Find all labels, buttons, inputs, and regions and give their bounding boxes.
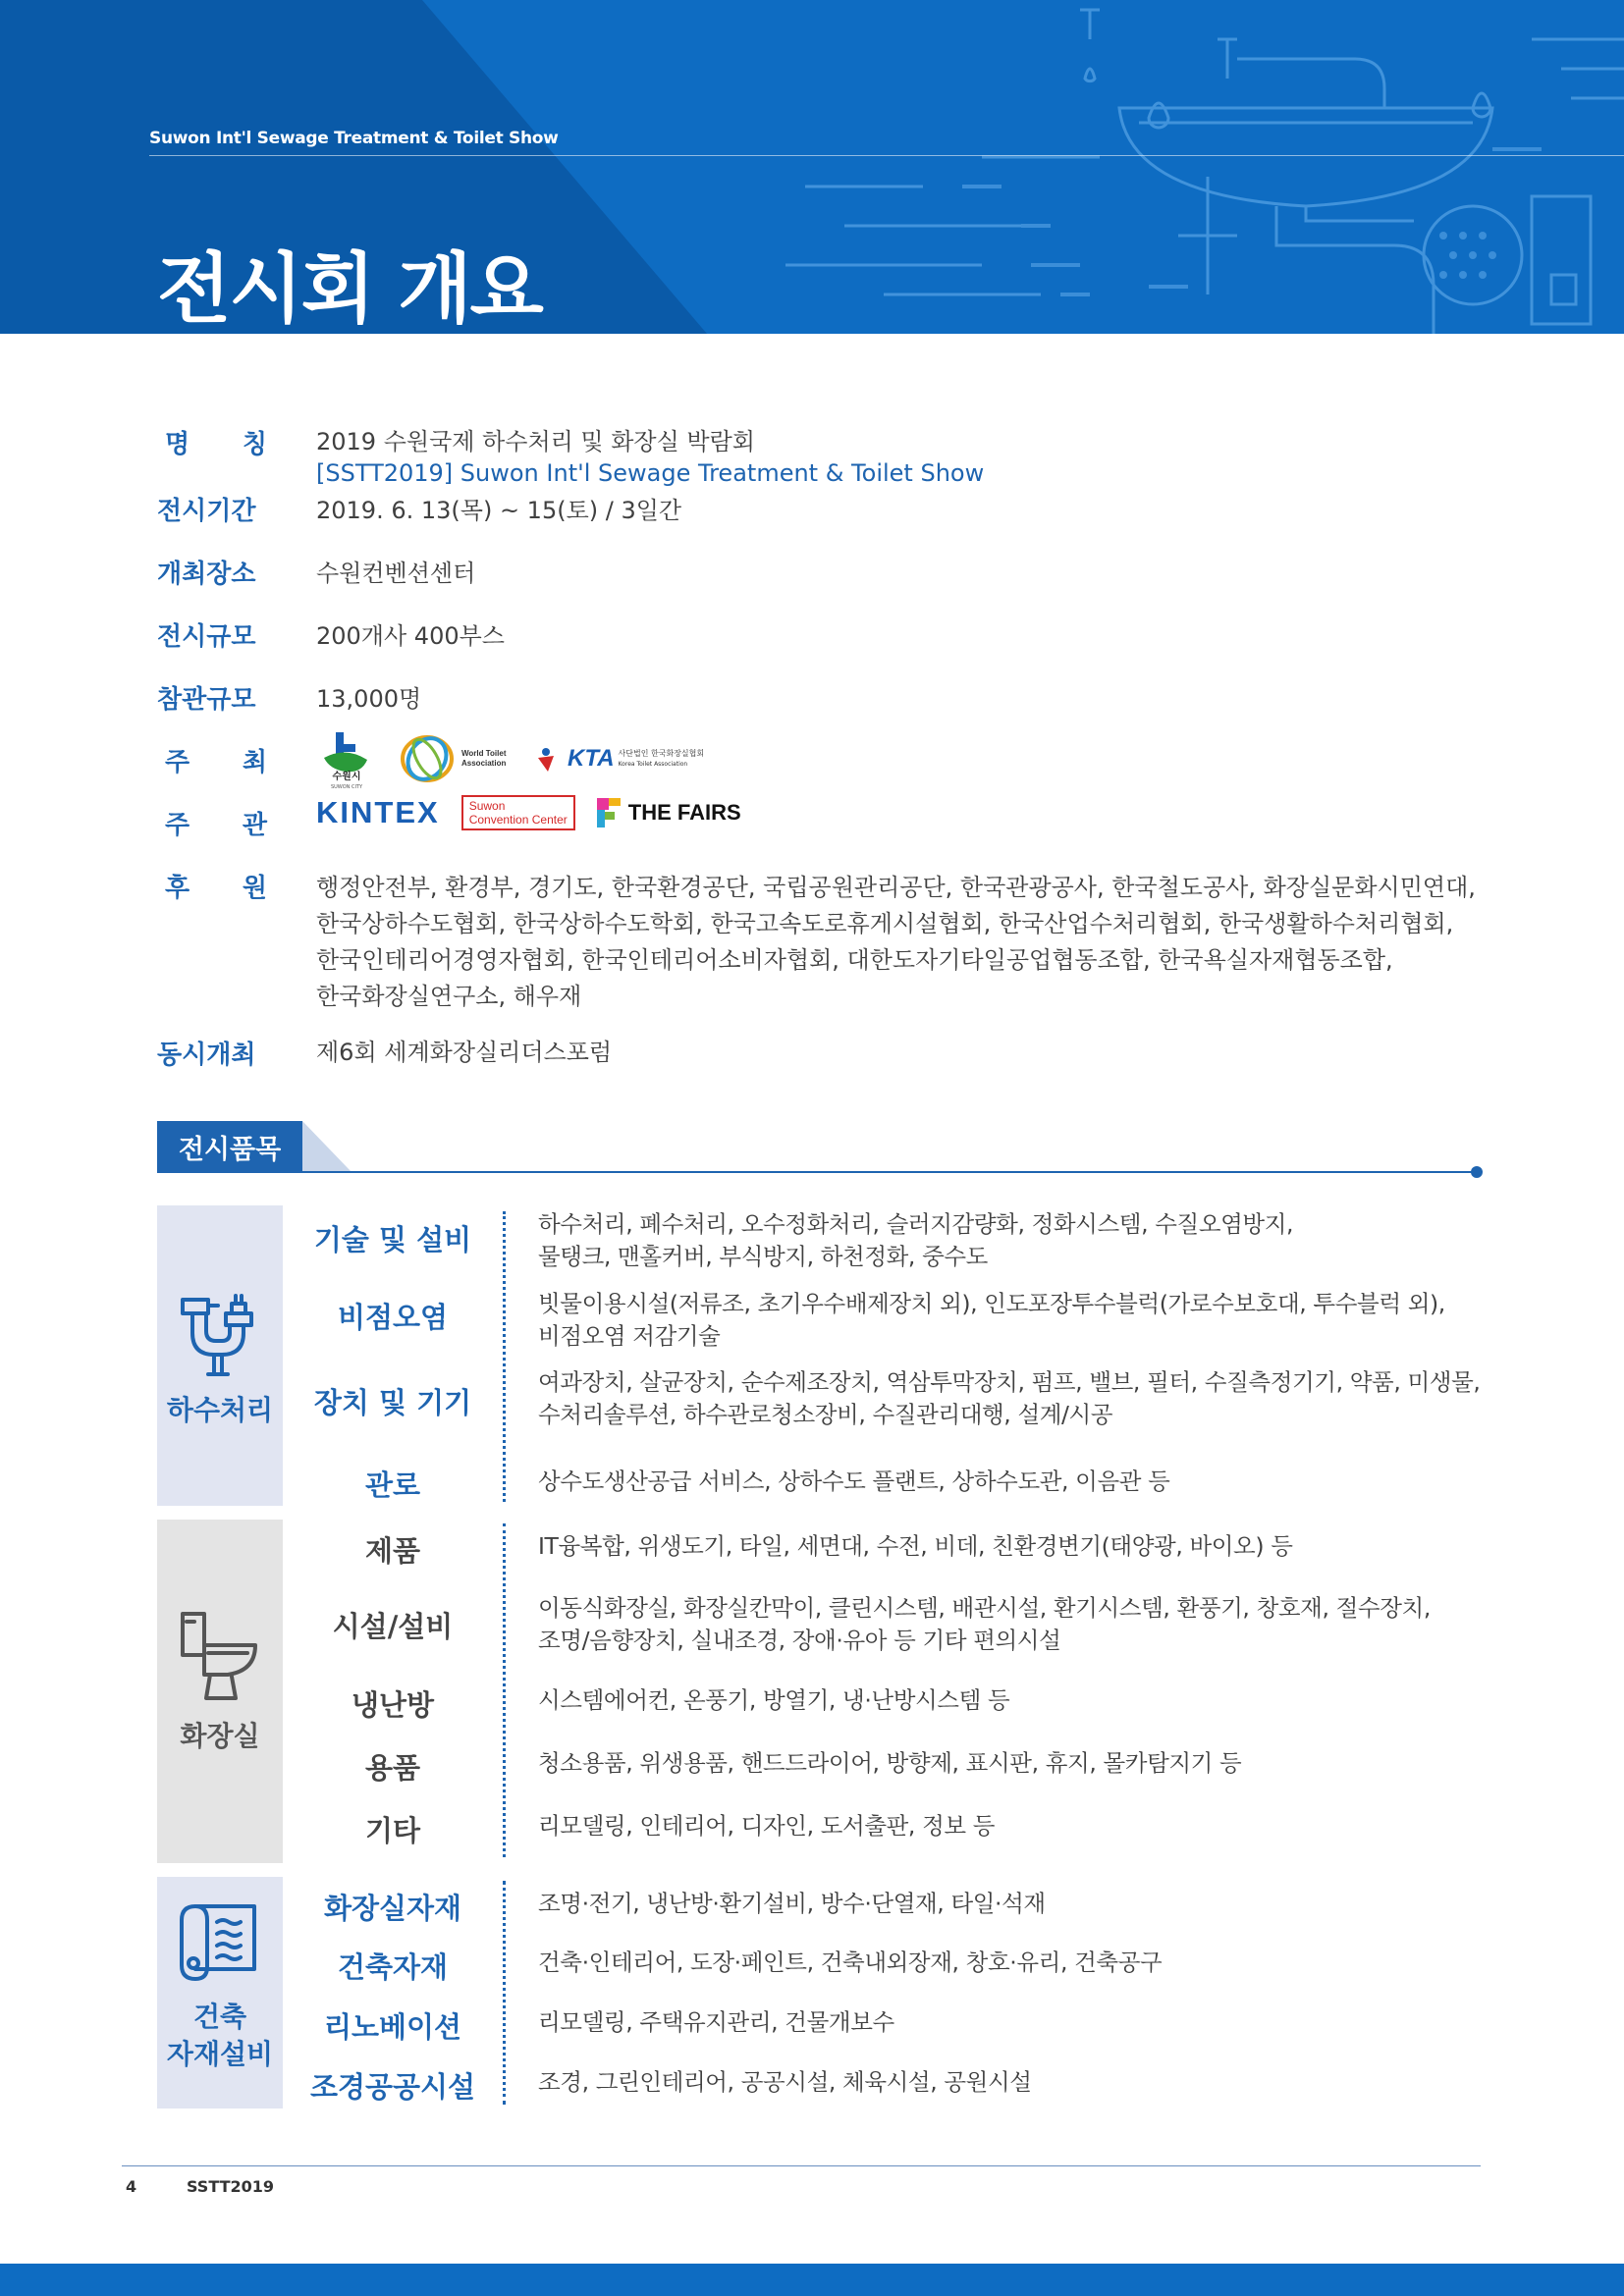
organizer-logos xyxy=(316,795,741,830)
footer-bar xyxy=(0,2264,1624,2296)
info-value-period: 2019. 6. 13(목) ~ 15(토) / 3일간 xyxy=(316,497,682,524)
sub-desc-tech: 하수처리, 폐수처리, 오수정화처리, 슬러지감량화, 정화시스템, 수질오염방지, 물탱크, 맨홀커버, 부식방지, 하천정화, 중수도 xyxy=(538,1210,1294,1270)
sponsor-line: 한국화장실연구소, 해우재 xyxy=(316,983,582,1010)
info-value-venue: 수원컨벤션센터 xyxy=(316,560,476,587)
page-title: 전시회 개요 xyxy=(157,245,542,334)
suwon-city-logo xyxy=(316,728,377,789)
info-value-name-kr: 2019 수원국제 하수처리 및 화장실 박람회 xyxy=(316,428,755,455)
the-fairs-logo xyxy=(597,798,741,828)
page-number: 4 xyxy=(126,2177,137,2196)
host-logos xyxy=(316,728,704,789)
suwon-convention-center-logo: Suwon Convention Center xyxy=(461,795,575,830)
page-header xyxy=(0,0,1624,334)
section-divider-dot xyxy=(1471,1166,1483,1178)
kta-emblem xyxy=(534,744,564,774)
sub-desc-product: IT융복합, 위생도기, 타일, 세면대, 수전, 비데, 친환경변기(태양광, 바이오) 등 xyxy=(538,1532,1293,1560)
sub-label-facility: 시설/설비 xyxy=(332,1610,454,1643)
the-fairs-emblem xyxy=(597,798,623,828)
wta-text: World Toilet Association xyxy=(461,749,507,768)
sub-label-equipment: 장치 및 기기 xyxy=(313,1386,472,1419)
info-label-scale: 전시규모 xyxy=(157,622,256,652)
section-title-tab xyxy=(302,1121,352,1172)
info-value-visitors: 13,000명 xyxy=(316,685,422,713)
sub-label-supplies: 용품 xyxy=(364,1751,421,1785)
sub-desc-etc: 리모델링, 인테리어, 디자인, 도서출판, 정보 등 xyxy=(538,1812,996,1840)
sub-desc-building-materials: 건축·인테리어, 도장·페인트, 건축내외장재, 창호·유리, 건축공구 xyxy=(538,1949,1163,1976)
sub-desc-supplies: 청소용품, 위생용품, 핸드드라이어, 방향제, 표시판, 휴지, 몰카탐지기 등 xyxy=(538,1749,1242,1777)
category-name-toilet: 화장실 xyxy=(180,1720,260,1752)
info-label-concurrent: 동시개최 xyxy=(157,1041,256,1070)
sub-desc-equipment: 여과장치, 살균장치, 순수제조장치, 역삼투막장치, 펌프, 밸브, 필터, 수질측정기기, 약품, 미생물, 수처리솔루션, 하수관로청소장비, 수질관리대행, 설계/시공 xyxy=(538,1368,1481,1428)
blueprint-icon xyxy=(176,1898,264,1985)
pipe-faucet-icon xyxy=(171,1284,269,1382)
sponsor-line: 한국인테리어경영자협회, 한국인테리어소비자협회, 대한도자기타일공업협동조합, 한국욕실자재협동조합, xyxy=(316,946,1393,974)
sub-label-pipeline: 관로 xyxy=(364,1468,421,1502)
category-toilet xyxy=(157,1520,283,1863)
header-divider xyxy=(149,155,1624,156)
sponsor-line: 행정안전부, 환경부, 경기도, 한국환경공단, 국립공원관리공단, 한국관광공사, 한국철도공사, 화장실문화시민연대, xyxy=(316,874,1476,901)
info-label-period: 전시기간 xyxy=(157,497,256,526)
sub-desc-hvac: 시스템에어컨, 온풍기, 방열기, 냉·난방시스템 등 xyxy=(538,1686,1010,1714)
section-divider xyxy=(157,1171,1473,1173)
info-value-sponsor xyxy=(316,870,1476,1015)
sub-label-landscape: 조경공공시설 xyxy=(309,2070,476,2104)
sub-label-toilet-materials: 화장실자재 xyxy=(323,1892,462,1925)
section-title: 전시품목 xyxy=(157,1121,302,1172)
category-sewage xyxy=(157,1205,283,1506)
dotted-divider xyxy=(503,1881,506,2105)
footer-divider xyxy=(122,2165,1481,2166)
wta-emblem xyxy=(399,730,456,787)
sub-desc-landscape: 조경, 그린인테리어, 공공시설, 체육시설, 공원시설 xyxy=(538,2068,1032,2096)
dotted-divider xyxy=(503,1211,506,1502)
footer-event-name: SSTT2019 xyxy=(187,2177,275,2196)
sub-label-building-materials: 건축자재 xyxy=(337,1950,449,1984)
kintex-logo: KINTEX xyxy=(316,795,440,829)
info-value-concurrent: 제6회 세계화장실리더스포럼 xyxy=(316,1039,613,1066)
category-name-sewage: 하수처리 xyxy=(166,1394,274,1426)
kta-wordmark: KTA xyxy=(568,745,615,772)
suwon-city-kr: 수원시 xyxy=(332,772,361,782)
sub-desc-renovation: 리모델링, 주택유지관리, 건물개보수 xyxy=(538,2008,894,2036)
sponsor-line: 한국상하수도협회, 한국상하수도학회, 한국고속도로휴게시설협회, 한국산업수처리협회, 한국생활하수처리협회, xyxy=(316,910,1454,937)
info-label-name: 명 칭 xyxy=(165,430,267,459)
info-value-name-en: [SSTT2019] Suwon Int'l Sewage Treatment & Toilet Show xyxy=(316,459,985,487)
sub-label-nonpoint: 비점오염 xyxy=(337,1301,449,1334)
sub-desc-nonpoint: 빗물이용시설(저류조, 초기우수배제장치 외), 인도포장투수블럭(가로수보호대, 투수블럭 외), 비점오염 저감기술 xyxy=(538,1290,1445,1350)
kta-text: 사단법인 한국화장실협회 Korea Toilet Association xyxy=(618,748,705,768)
wta-logo xyxy=(399,730,513,787)
the-fairs-wordmark: THE FAIRS xyxy=(627,800,741,825)
show-subtitle: Suwon Int'l Sewage Treatment & Toilet Show xyxy=(149,129,559,148)
info-label-sponsor: 후 원 xyxy=(165,874,267,903)
info-label-host: 주 최 xyxy=(165,748,267,777)
info-label-visitors: 참관규모 xyxy=(157,685,256,715)
sub-desc-pipeline: 상수도생산공급 서비스, 상하수도 플랜트, 상하수도관, 이음관 등 xyxy=(538,1468,1170,1495)
sub-desc-toilet-materials: 조명·전기, 냉난방·환기설비, 방수·단열재, 타일·석재 xyxy=(538,1890,1046,1917)
sub-label-renovation: 리노베이션 xyxy=(323,2010,462,2044)
info-value-scale: 200개사 400부스 xyxy=(316,622,505,650)
sub-label-tech: 기술 및 설비 xyxy=(313,1223,472,1256)
toilet-icon xyxy=(173,1606,267,1704)
sub-label-hvac: 냉난방 xyxy=(351,1688,435,1722)
dotted-divider xyxy=(503,1523,506,1857)
sub-label-product: 제품 xyxy=(364,1534,421,1568)
info-label-venue: 개최장소 xyxy=(157,560,256,589)
category-name-building: 건축 자재설비 xyxy=(166,2001,274,2070)
category-building xyxy=(157,1877,283,2109)
sub-label-etc: 기타 xyxy=(364,1814,421,1847)
kta-logo xyxy=(534,744,704,774)
info-label-organizer: 주 관 xyxy=(165,811,267,840)
suwon-city-en: SUWON CITY xyxy=(330,784,363,789)
sub-desc-facility: 이동식화장실, 화장실칸막이, 클린시스템, 배관시설, 환기시스템, 환풍기, 창호재, 절수장치, 조명/음향장치, 실내조경, 장애·유아 등 기타 편의시설 xyxy=(538,1594,1431,1654)
